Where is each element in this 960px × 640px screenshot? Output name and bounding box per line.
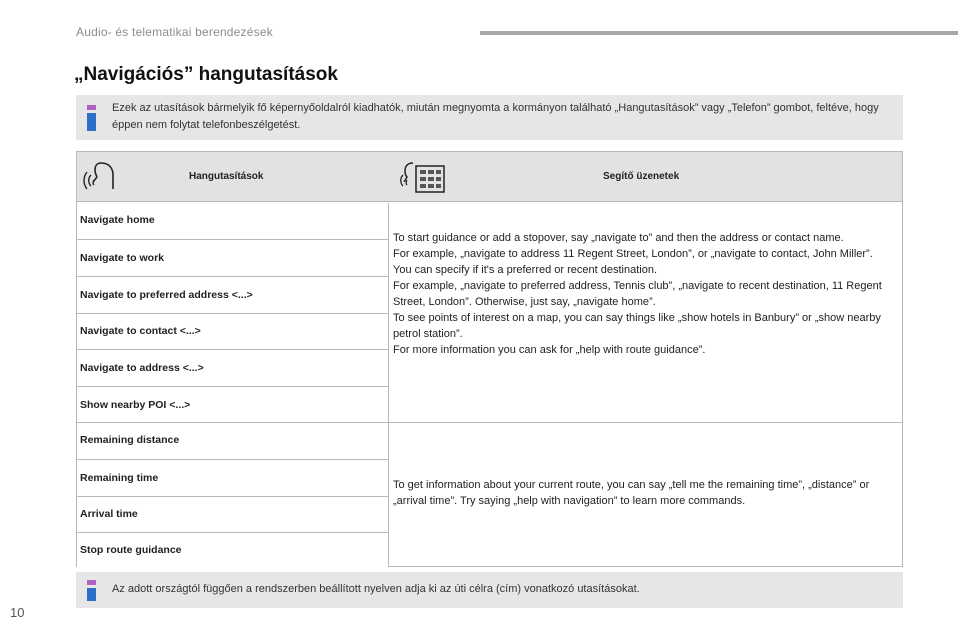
command-label: Remaining time <box>80 472 159 484</box>
help-text: You can specify if it's a preferred or recent destination. <box>393 264 658 276</box>
command-label: Show nearby POI <...> <box>80 399 191 411</box>
row-divider <box>389 422 902 423</box>
command-label: Navigate to address <...> <box>80 362 204 374</box>
help-text: To get information about your current route, you can say „tell me the remaining time”, „distance” or „arrival time”. Try saying „help with navigation” to learn more commands. <box>393 479 870 507</box>
command-label: Arrival time <box>80 508 138 520</box>
command-label: Navigate to work <box>80 252 165 264</box>
command-label: Stop route guidance <box>80 544 182 556</box>
header-title: Audio- és telematikai berendezések <box>76 25 273 39</box>
info-icon <box>87 580 96 601</box>
navigation-commands <box>77 203 389 422</box>
table-row <box>77 532 388 567</box>
help-text: For example, „navigate to preferred address, Tennis club”, „navigate to recent destination, 11 Regent Street, London”. Otherwise, just say, „navigate home”. <box>393 280 882 308</box>
header-bar <box>480 31 958 35</box>
route-commands <box>77 422 389 567</box>
command-label: Navigate to preferred address <...> <box>80 289 253 301</box>
table-header <box>77 152 902 202</box>
info-icon <box>87 105 96 131</box>
table-row <box>77 423 388 459</box>
voice-command-icon <box>83 159 119 195</box>
column-header-messages: Segítő üzenetek <box>603 171 680 182</box>
info-note-text: Ezek az utasítások bármelyik fő képernyőoldalról kiadhatók, miután megnyomta a kormányon található „Hangutasítások” vagy „Telefon” gombot, feltéve, hogy éppen nem folytat telefonbeszélgetést. <box>112 102 879 131</box>
voice-screen-icon <box>399 159 449 195</box>
table-row <box>77 276 388 313</box>
command-label: Remaining distance <box>80 434 180 446</box>
table-row <box>77 349 388 386</box>
table-row <box>77 496 388 532</box>
table-row <box>77 239 388 276</box>
help-text: To start guidance or add a stopover, say „navigate to” and then the address or contact name. <box>393 232 844 244</box>
help-text: For example, „navigate to address 11 Regent Street, London”, or „navigate to contact, John Miller”. <box>393 248 873 260</box>
info-note-text: Az adott országtól függően a rendszerben beállított nyelven adja ki az úti célra (cím) vonatkozó utasításokat. <box>112 583 640 595</box>
table-row <box>77 203 388 239</box>
help-text: For more information you can ask for „help with route guidance”. <box>393 344 706 356</box>
table-row <box>77 386 388 422</box>
command-label: Navigate home <box>80 214 155 226</box>
command-label: Navigate to contact <...> <box>80 325 201 337</box>
help-text: To see points of interest on a map, you can say things like „show hotels in Banbury” or „show nearby petrol station”. <box>393 312 881 340</box>
route-help <box>390 477 902 509</box>
commands-table <box>76 151 903 567</box>
info-note-bottom <box>76 572 903 608</box>
page-number: 10 <box>10 605 25 620</box>
info-note-top <box>76 95 903 140</box>
table-row <box>77 313 388 349</box>
page-title: „Navigációs” hangutasítások <box>74 64 338 85</box>
column-header-commands: Hangutasítások <box>189 171 264 182</box>
navigation-help <box>390 230 902 358</box>
table-row <box>77 459 388 496</box>
